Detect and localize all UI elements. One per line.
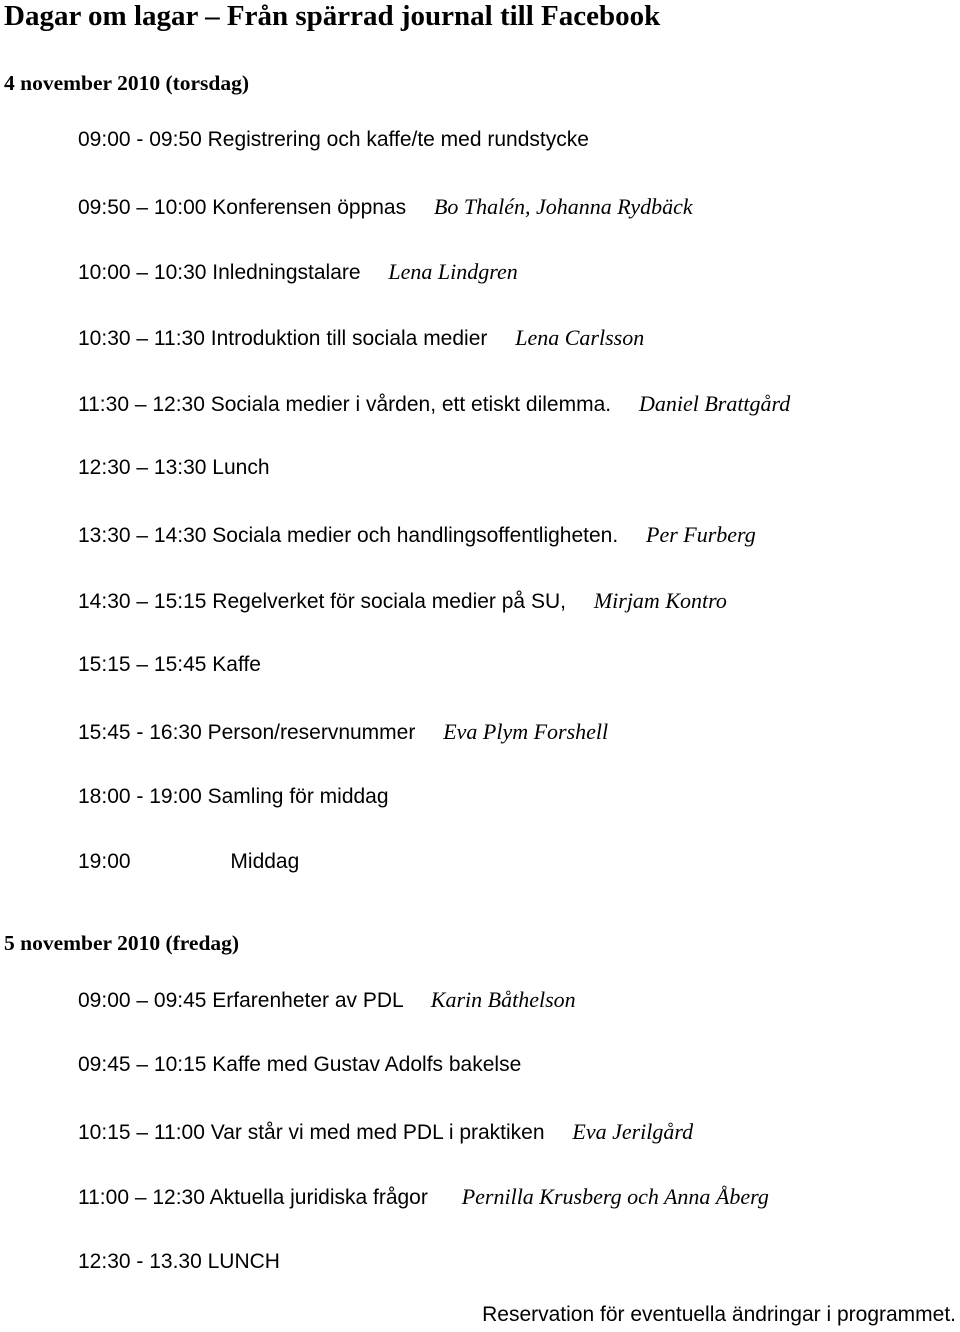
row-time: 09:00 – 09:45 — [78, 989, 207, 1012]
row-time: 09:50 – 10:00 — [78, 196, 207, 219]
row-activity: Samling för middag — [207, 785, 389, 808]
schedule-row — [78, 987, 576, 1013]
row-activity: Inledningstalare — [212, 261, 361, 284]
row-time: 11:30 – 12:30 — [78, 393, 205, 416]
schedule-row — [78, 391, 790, 417]
row-activity: Middag — [230, 850, 300, 873]
row-time: 11:00 – 12:30 — [78, 1186, 205, 1209]
schedule-row — [78, 850, 299, 874]
schedule-row — [78, 128, 589, 152]
schedule-row — [78, 1250, 280, 1274]
row-speaker: Bo Thalén, Johanna Rydbäck — [433, 194, 693, 219]
schedule-row — [78, 588, 727, 614]
footer-note: Reservation för eventuella ändringar i programmet. — [482, 1303, 956, 1326]
row-time: 15:45 - 16:30 — [78, 721, 202, 744]
row-activity: Aktuella juridiska frågor — [209, 1186, 428, 1209]
row-activity: Konferensen öppnas — [212, 196, 407, 219]
schedule-row — [78, 259, 518, 285]
row-time: 10:00 – 10:30 — [78, 261, 207, 284]
page-title: Dagar om lagar – Från spärrad journal till Facebook — [4, 0, 661, 32]
row-time: 14:30 – 15:15 — [78, 590, 207, 613]
row-activity: Regelverket för sociala medier på SU, — [212, 590, 566, 613]
row-time: 15:15 – 15:45 — [78, 653, 207, 676]
schedule-row — [78, 719, 608, 745]
row-activity: Kaffe — [212, 653, 261, 676]
row-activity: Person/reservnummer — [207, 721, 416, 744]
schedule-row — [78, 653, 261, 677]
row-time: 13:30 – 14:30 — [78, 524, 207, 547]
schedule-row — [78, 522, 756, 548]
row-speaker: Lena Lindgren — [388, 259, 518, 284]
row-speaker: Pernilla Krusberg och Anna Åberg — [461, 1184, 769, 1209]
row-time: 12:30 - 13.30 — [78, 1250, 202, 1273]
row-activity: LUNCH — [207, 1250, 280, 1273]
row-activity: Lunch — [212, 456, 270, 479]
row-speaker: Mirjam Kontro — [593, 588, 727, 613]
schedule-row — [78, 194, 693, 220]
row-activity: Sociala medier i vården, ett etiskt dilemma. — [210, 393, 612, 416]
row-time: 10:15 – 11:00 — [78, 1121, 205, 1144]
row-time: 09:45 – 10:15 — [78, 1053, 207, 1076]
day-heading-thursday: 4 november 2010 (torsdag) — [4, 71, 250, 95]
row-activity: Registrering och kaffe/te med rundstycke — [207, 128, 589, 151]
schedule-row — [78, 1184, 769, 1210]
row-activity: Introduktion till sociala medier — [210, 327, 488, 350]
row-speaker: Lena Carlsson — [515, 325, 645, 350]
row-activity: Erfarenheter av PDL — [212, 989, 403, 1012]
row-speaker: Daniel Brattgård — [638, 391, 791, 416]
schedule-row — [78, 456, 270, 480]
row-activity: Var står vi med med PDL i praktiken — [210, 1121, 545, 1144]
row-time: 18:00 - 19:00 — [78, 785, 202, 808]
row-activity: Sociala medier och handlingsoffentligheten. — [212, 524, 619, 547]
row-time: 10:30 – 11:30 — [78, 327, 205, 350]
day-heading-friday: 5 november 2010 (fredag) — [4, 931, 240, 955]
row-time: 09:00 - 09:50 — [78, 128, 202, 151]
schedule-row — [78, 1053, 521, 1077]
row-time: 12:30 – 13:30 — [78, 456, 207, 479]
row-speaker: Eva Jerilgård — [572, 1119, 694, 1144]
row-speaker: Karin Båthelson — [430, 987, 576, 1012]
schedule-row — [78, 1119, 693, 1145]
row-speaker: Eva Plym Forshell — [443, 719, 609, 744]
row-time: 19:00 — [78, 850, 131, 873]
schedule-row — [78, 785, 389, 809]
row-activity: Kaffe med Gustav Adolfs bakelse — [212, 1053, 522, 1076]
row-speaker: Per Furberg — [646, 522, 756, 547]
schedule-row — [78, 325, 644, 351]
